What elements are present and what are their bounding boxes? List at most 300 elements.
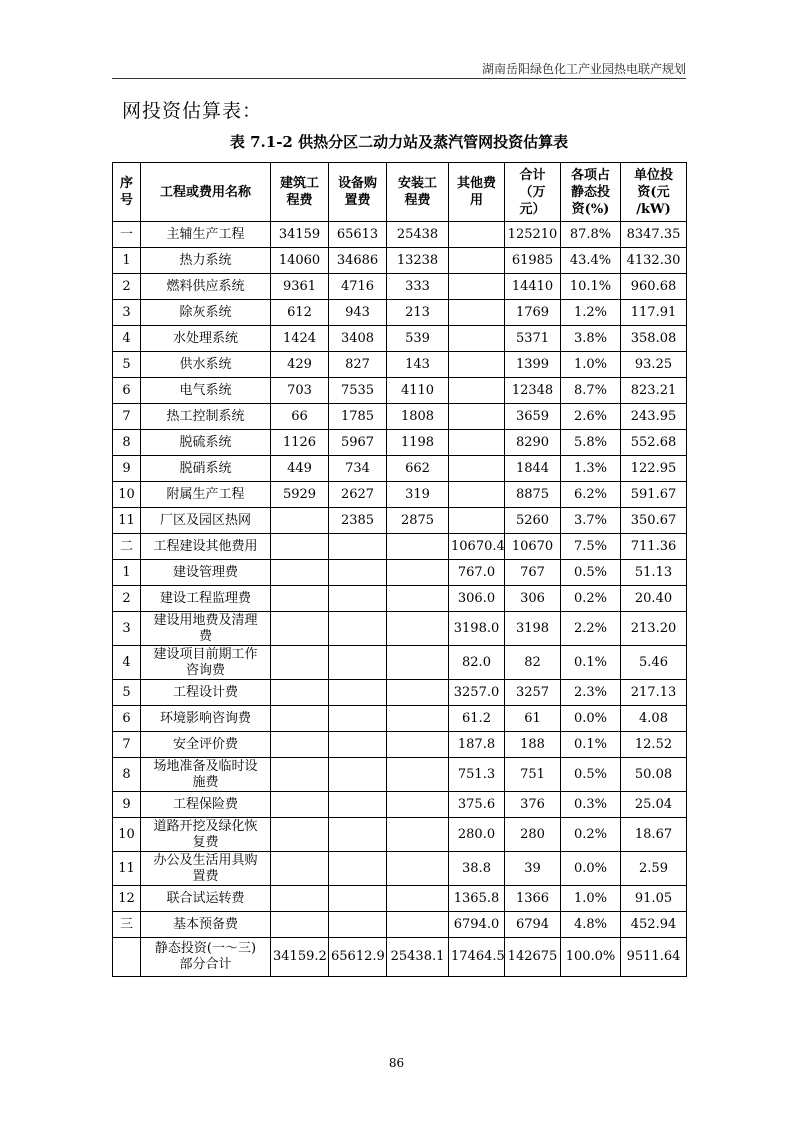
cell-install: 333 <box>387 274 449 300</box>
cell-build: 14060 <box>271 248 329 274</box>
col-header-name <box>141 163 271 222</box>
cell-equip <box>329 852 387 886</box>
cell-pct: 87.8% <box>561 222 621 248</box>
cell-install <box>387 560 449 586</box>
cell-other <box>449 378 505 404</box>
table-body <box>113 222 687 977</box>
investment-table <box>112 162 687 977</box>
cell-name <box>141 430 271 456</box>
cell-total: 1366 <box>505 886 561 912</box>
cell-total: 125210 <box>505 222 561 248</box>
page-number: 86 <box>388 1056 405 1070</box>
cell-install <box>387 886 449 912</box>
cell-name <box>141 222 271 248</box>
cell-name <box>141 326 271 352</box>
cell-pct: 43.4% <box>561 248 621 274</box>
cell-build: 1126 <box>271 430 329 456</box>
cell-name-line: 联合试运转费 <box>166 890 245 906</box>
cell-other <box>449 300 505 326</box>
cell-total: 61985 <box>505 248 561 274</box>
cell-name <box>141 792 271 818</box>
cell-build <box>271 612 329 646</box>
cell-build <box>271 818 329 852</box>
cell-other <box>449 508 505 534</box>
cell-other <box>449 222 505 248</box>
cell-name <box>141 586 271 612</box>
cell-name <box>141 508 271 534</box>
cell-other: 6794.0 <box>449 912 505 938</box>
col-header-equip <box>329 163 387 222</box>
cell-build <box>271 560 329 586</box>
cell-unit: 711.36 <box>621 534 687 560</box>
cell-equip <box>329 586 387 612</box>
cell-unit: 5.46 <box>621 646 687 680</box>
cell-equip <box>329 732 387 758</box>
table-row <box>113 646 687 680</box>
cell-build <box>271 706 329 732</box>
cell-build <box>271 534 329 560</box>
cell-equip: 943 <box>329 300 387 326</box>
cell-unit: 350.67 <box>621 508 687 534</box>
header-text-line: 其他费 <box>456 176 496 191</box>
cell-pct: 0.2% <box>561 586 621 612</box>
cell-equip <box>329 706 387 732</box>
cell-name <box>141 274 271 300</box>
cell-total: 3659 <box>505 404 561 430</box>
table-row <box>113 758 687 792</box>
cell-unit: 50.08 <box>621 758 687 792</box>
cell-build: 1424 <box>271 326 329 352</box>
header-text-line: 程费 <box>404 193 431 208</box>
cell-total: 188 <box>505 732 561 758</box>
cell-build: 34159.2 <box>271 938 329 977</box>
table-row <box>113 508 687 534</box>
cell-no: 12 <box>113 886 141 912</box>
header-text-line: 设备购 <box>337 176 377 191</box>
cell-build: 612 <box>271 300 329 326</box>
header-text-line: 安装工 <box>397 176 437 191</box>
cell-name <box>141 560 271 586</box>
cell-unit: 12.52 <box>621 732 687 758</box>
header-text-line: 静态投 <box>570 184 610 200</box>
cell-total: 767 <box>505 560 561 586</box>
cell-no: 2 <box>113 586 141 612</box>
cell-unit: 9511.64 <box>621 938 687 977</box>
table-row <box>113 326 687 352</box>
cell-unit: 117.91 <box>621 300 687 326</box>
cell-install <box>387 680 449 706</box>
cell-total: 5371 <box>505 326 561 352</box>
cell-name <box>141 680 271 706</box>
cell-unit: 243.95 <box>621 404 687 430</box>
cell-name-line: 部分合计 <box>179 957 232 972</box>
cell-unit: 452.94 <box>621 912 687 938</box>
cell-name <box>141 646 271 680</box>
cell-name-line: 办公及生活用具购 <box>153 852 258 868</box>
cell-name-line: 费 <box>198 628 212 644</box>
table-row <box>113 586 687 612</box>
table-row <box>113 912 687 938</box>
table-row <box>113 248 687 274</box>
cell-other: 280.0 <box>449 818 505 852</box>
table-row <box>113 680 687 706</box>
cell-other <box>449 274 505 300</box>
cell-name-line: 咨询费 <box>185 662 225 678</box>
cell-equip <box>329 792 387 818</box>
cell-install <box>387 852 449 886</box>
header-text-line: 建筑工 <box>279 176 319 191</box>
cell-unit: 122.95 <box>621 456 687 482</box>
cell-install <box>387 818 449 852</box>
cell-unit: 91.05 <box>621 886 687 912</box>
cell-name-line: 水处理系统 <box>172 330 238 346</box>
cell-install: 25438.1 <box>387 938 449 977</box>
cell-total: 6794 <box>505 912 561 938</box>
header-text-line: 资(元 <box>637 184 670 200</box>
cell-pct: 10.1% <box>561 274 621 300</box>
cell-no: 11 <box>113 508 141 534</box>
cell-name <box>141 938 271 977</box>
table-row <box>113 456 687 482</box>
cell-pct: 0.1% <box>561 732 621 758</box>
cell-install <box>387 534 449 560</box>
cell-pct: 4.8% <box>561 912 621 938</box>
cell-name-line: 热力系统 <box>179 252 232 268</box>
cell-install <box>387 912 449 938</box>
cell-no: 9 <box>113 456 141 482</box>
cell-build: 449 <box>271 456 329 482</box>
cell-install <box>387 732 449 758</box>
header-text-line: 序 <box>119 176 133 191</box>
cell-name <box>141 482 271 508</box>
cell-pct: 0.2% <box>561 818 621 852</box>
cell-name <box>141 758 271 792</box>
table-row <box>113 938 687 977</box>
cell-name-line: 除灰系统 <box>179 304 232 320</box>
cell-total: 82 <box>505 646 561 680</box>
cell-equip: 1785 <box>329 404 387 430</box>
cell-install <box>387 612 449 646</box>
table-title: 表 7.1-2 供热分区二动力站及蒸汽管网投资估算表 <box>229 133 569 151</box>
table-row <box>113 792 687 818</box>
cell-build: 429 <box>271 352 329 378</box>
cell-install: 539 <box>387 326 449 352</box>
cell-name-line: 静态投资(一～三) <box>154 941 257 956</box>
cell-install: 1808 <box>387 404 449 430</box>
cell-build <box>271 680 329 706</box>
cell-name <box>141 300 271 326</box>
cell-no: 6 <box>113 706 141 732</box>
cell-name-line: 施费 <box>192 774 219 790</box>
cell-other <box>449 248 505 274</box>
cell-name <box>141 612 271 646</box>
cell-equip: 4716 <box>329 274 387 300</box>
cell-name-line: 环境影响咨询费 <box>159 710 251 726</box>
cell-total: 3198 <box>505 612 561 646</box>
cell-equip: 2627 <box>329 482 387 508</box>
cell-no: 4 <box>113 326 141 352</box>
cell-name-line: 建设项目前期工作 <box>153 646 258 662</box>
cell-name-line: 工程建设其他费用 <box>153 538 258 554</box>
cell-equip: 734 <box>329 456 387 482</box>
cell-equip: 5967 <box>329 430 387 456</box>
cell-pct: 0.0% <box>561 706 621 732</box>
header-text-line: 程费 <box>286 193 313 208</box>
cell-no: 10 <box>113 818 141 852</box>
cell-equip <box>329 560 387 586</box>
cell-name <box>141 378 271 404</box>
cell-unit: 358.08 <box>621 326 687 352</box>
cell-unit: 25.04 <box>621 792 687 818</box>
cell-build <box>271 852 329 886</box>
cell-install: 4110 <box>387 378 449 404</box>
col-header-install <box>387 163 449 222</box>
col-header-pct <box>561 163 621 222</box>
cell-name-line: 脱硫系统 <box>179 434 232 450</box>
cell-name-line: 供水系统 <box>179 356 232 372</box>
cell-total: 14410 <box>505 274 561 300</box>
table-row <box>113 300 687 326</box>
cell-equip <box>329 912 387 938</box>
cell-install <box>387 792 449 818</box>
cell-name-line: 建设管理费 <box>172 564 238 580</box>
cell-no: 7 <box>113 404 141 430</box>
cell-name-line: 热工控制系统 <box>166 408 245 424</box>
cell-no: 二 <box>113 534 141 560</box>
cell-build: 703 <box>271 378 329 404</box>
col-header-other <box>449 163 505 222</box>
cell-name-line: 工程设计费 <box>172 684 238 700</box>
cell-pct: 2.2% <box>561 612 621 646</box>
cell-no: 5 <box>113 680 141 706</box>
cell-name <box>141 352 271 378</box>
cell-name-line: 电气系统 <box>179 382 232 398</box>
cell-no: 11 <box>113 852 141 886</box>
cell-name <box>141 706 271 732</box>
table-row <box>113 612 687 646</box>
cell-other <box>449 326 505 352</box>
table-row <box>113 222 687 248</box>
cell-pct: 0.5% <box>561 758 621 792</box>
cell-other: 3257.0 <box>449 680 505 706</box>
cell-pct: 0.5% <box>561 560 621 586</box>
header-text-line: /kW) <box>636 201 671 217</box>
cell-pct: 1.0% <box>561 352 621 378</box>
table-row <box>113 534 687 560</box>
cell-total: 8875 <box>505 482 561 508</box>
cell-total: 61 <box>505 706 561 732</box>
cell-build <box>271 792 329 818</box>
cell-other: 3198.0 <box>449 612 505 646</box>
cell-total: 751 <box>505 758 561 792</box>
cell-unit: 213.20 <box>621 612 687 646</box>
table-row <box>113 732 687 758</box>
header-text-line: 资(%) <box>571 201 610 217</box>
cell-build: 5929 <box>271 482 329 508</box>
table-header-row <box>113 163 687 222</box>
cell-name <box>141 732 271 758</box>
cell-install: 213 <box>387 300 449 326</box>
cell-name <box>141 852 271 886</box>
cell-other <box>449 482 505 508</box>
cell-no: 一 <box>113 222 141 248</box>
cell-total: 8290 <box>505 430 561 456</box>
cell-pct: 3.8% <box>561 326 621 352</box>
cell-build <box>271 646 329 680</box>
cell-unit: 591.67 <box>621 482 687 508</box>
cell-build <box>271 758 329 792</box>
cell-unit: 8347.35 <box>621 222 687 248</box>
cell-build <box>271 912 329 938</box>
cell-name-line: 基本预备费 <box>172 916 238 932</box>
cell-unit: 960.68 <box>621 274 687 300</box>
cell-equip: 34686 <box>329 248 387 274</box>
col-header-no <box>113 163 141 222</box>
cell-other: 38.8 <box>449 852 505 886</box>
cell-build <box>271 586 329 612</box>
cell-build: 66 <box>271 404 329 430</box>
cell-name <box>141 456 271 482</box>
cell-no: 3 <box>113 612 141 646</box>
header-text-line: 工程或费用名称 <box>159 184 251 200</box>
cell-install <box>387 758 449 792</box>
header-text-line: 各项占 <box>570 167 610 183</box>
cell-install: 25438 <box>387 222 449 248</box>
cell-name-line: 建设用地费及清理 <box>153 612 258 628</box>
table-row <box>113 560 687 586</box>
cell-install: 319 <box>387 482 449 508</box>
table-row <box>113 818 687 852</box>
cell-install: 662 <box>387 456 449 482</box>
cell-no: 10 <box>113 482 141 508</box>
cell-build: 34159 <box>271 222 329 248</box>
cell-name-line: 燃料供应系统 <box>166 278 245 294</box>
col-header-build <box>271 163 329 222</box>
cell-other: 187.8 <box>449 732 505 758</box>
cell-no: 2 <box>113 274 141 300</box>
cell-install: 143 <box>387 352 449 378</box>
cell-other: 375.6 <box>449 792 505 818</box>
cell-total: 306 <box>505 586 561 612</box>
cell-total: 1399 <box>505 352 561 378</box>
cell-pct: 3.7% <box>561 508 621 534</box>
cell-equip: 7535 <box>329 378 387 404</box>
cell-total: 376 <box>505 792 561 818</box>
cell-name-line: 道路开挖及绿化恢 <box>153 818 258 834</box>
cell-no: 7 <box>113 732 141 758</box>
cell-name-line: 复费 <box>192 834 219 850</box>
cell-build <box>271 508 329 534</box>
cell-name-line: 场地准备及临时设 <box>153 758 258 774</box>
cell-no: 三 <box>113 912 141 938</box>
cell-equip: 827 <box>329 352 387 378</box>
table-row <box>113 852 687 886</box>
cell-equip <box>329 886 387 912</box>
running-header: 湖南岳阳绿色化工产业园热电联产规划 <box>481 62 686 76</box>
cell-name-line: 附属生产工程 <box>166 486 245 502</box>
cell-equip <box>329 612 387 646</box>
cell-name <box>141 404 271 430</box>
cell-install: 2875 <box>387 508 449 534</box>
cell-other <box>449 456 505 482</box>
table-row <box>113 706 687 732</box>
cell-equip: 65612.9 <box>329 938 387 977</box>
cell-total: 1844 <box>505 456 561 482</box>
cell-name <box>141 248 271 274</box>
cell-name <box>141 534 271 560</box>
cell-total: 280 <box>505 818 561 852</box>
col-header-unit <box>621 163 687 222</box>
header-text-line: 合计 <box>519 167 546 183</box>
table-row <box>113 352 687 378</box>
cell-name-line: 厂区及园区热网 <box>159 512 251 528</box>
cell-no: 4 <box>113 646 141 680</box>
cell-equip <box>329 758 387 792</box>
cell-other: 1365.8 <box>449 886 505 912</box>
cell-total: 142675 <box>505 938 561 977</box>
cell-pct: 1.3% <box>561 456 621 482</box>
cell-equip: 65613 <box>329 222 387 248</box>
cell-unit: 4.08 <box>621 706 687 732</box>
cell-pct: 7.5% <box>561 534 621 560</box>
cell-other <box>449 404 505 430</box>
header-text-line: 用 <box>469 193 483 208</box>
table-row <box>113 482 687 508</box>
header-text-line: 号 <box>119 193 133 208</box>
cell-pct: 0.1% <box>561 646 621 680</box>
cell-unit: 20.40 <box>621 586 687 612</box>
cell-unit: 18.67 <box>621 818 687 852</box>
cell-other: 82.0 <box>449 646 505 680</box>
cell-pct: 1.2% <box>561 300 621 326</box>
cell-total: 3257 <box>505 680 561 706</box>
cell-total: 5260 <box>505 508 561 534</box>
cell-install: 1198 <box>387 430 449 456</box>
cell-other: 10670.4 <box>449 534 505 560</box>
table-row <box>113 404 687 430</box>
cell-name <box>141 818 271 852</box>
cell-install: 13238 <box>387 248 449 274</box>
table-row <box>113 430 687 456</box>
cell-pct: 100.0% <box>561 938 621 977</box>
cell-total: 12348 <box>505 378 561 404</box>
cell-pct: 0.3% <box>561 792 621 818</box>
cell-no: 1 <box>113 560 141 586</box>
table-row <box>113 378 687 404</box>
table-row <box>113 886 687 912</box>
section-heading: 网投资估算表： <box>122 100 263 122</box>
cell-equip <box>329 534 387 560</box>
cell-pct: 5.8% <box>561 430 621 456</box>
cell-unit: 93.25 <box>621 352 687 378</box>
cell-no: 5 <box>113 352 141 378</box>
cell-unit: 4132.30 <box>621 248 687 274</box>
cell-equip: 3408 <box>329 326 387 352</box>
cell-name <box>141 886 271 912</box>
cell-total: 1769 <box>505 300 561 326</box>
cell-name-line: 主辅生产工程 <box>166 226 245 242</box>
cell-other: 306.0 <box>449 586 505 612</box>
cell-pct: 1.0% <box>561 886 621 912</box>
col-header-total <box>505 163 561 222</box>
cell-unit: 51.13 <box>621 560 687 586</box>
cell-name-line: 工程保险费 <box>172 796 238 812</box>
cell-install <box>387 706 449 732</box>
header-rule <box>112 78 686 79</box>
cell-other: 17464.5 <box>449 938 505 977</box>
cell-build <box>271 886 329 912</box>
cell-pct: 8.7% <box>561 378 621 404</box>
